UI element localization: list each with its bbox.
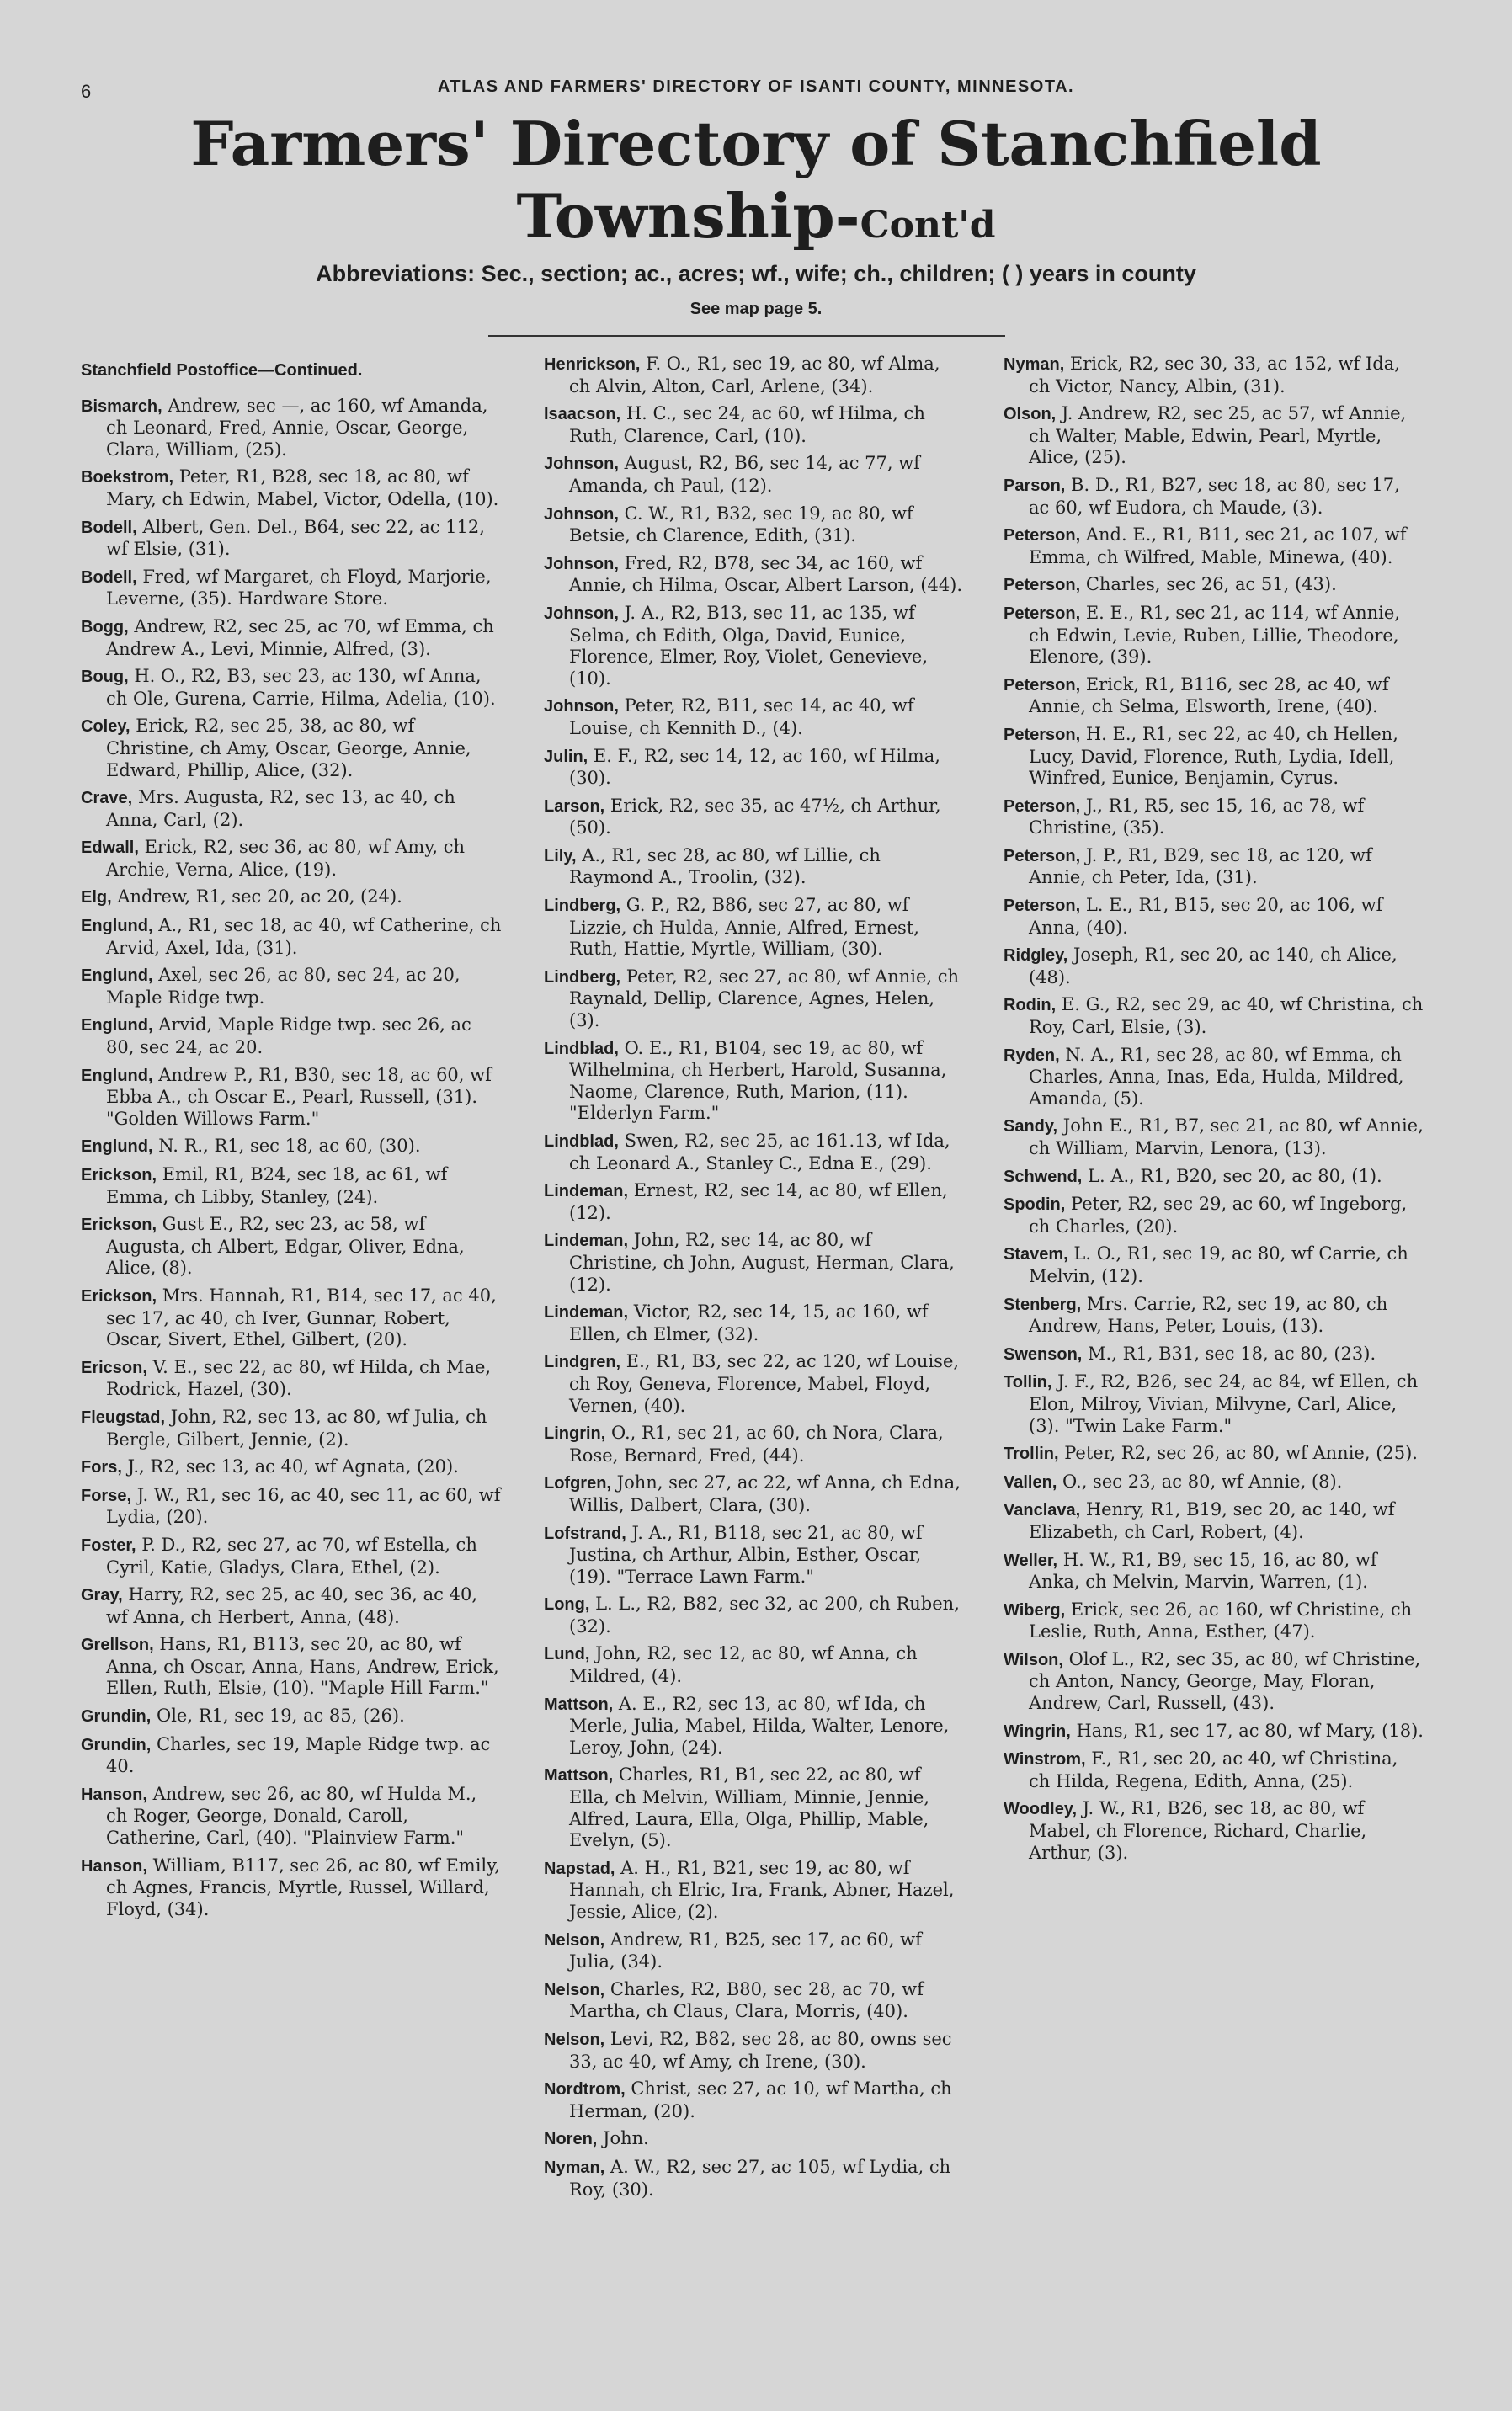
directory-entry xyxy=(1004,1798,1424,1864)
entry-details: O., sec 23, ac 80, wf Annie, (8). xyxy=(1057,1471,1343,1492)
entry-surname: Stenberg, xyxy=(1004,1295,1082,1314)
header-rule xyxy=(488,335,1005,337)
entry-surname: Johnson, xyxy=(544,554,619,573)
entry-details: Olof L., R2, sec 35, ac 80, wf Christine, ch Anton, Nancy, George, May, Floran, Andrew, Carl, Russell, (43). xyxy=(1029,1648,1421,1714)
directory-entry xyxy=(81,1407,502,1450)
entry-surname: Johnson, xyxy=(544,604,619,623)
directory-entry xyxy=(1004,796,1424,839)
directory-entry xyxy=(1004,1472,1424,1494)
entry-details: Andrew, sec —, ac 160, wf Amanda, ch Leonard, Fred, Annie, Oscar, George, Clara, William, (25). xyxy=(106,395,488,460)
directory-entry xyxy=(1004,524,1424,568)
entry-details: Peter, R1, B28, sec 18, ac 80, wf Mary, ch Edwin, Mabel, Victor, Odella, (10). xyxy=(106,466,499,509)
entry-details: Ernest, R2, sec 14, ac 80, wf Ellen, (12). xyxy=(569,1180,948,1223)
entry-surname: Sandy, xyxy=(1004,1117,1058,1136)
entry-details: N. R., R1, sec 18, ac 60, (30). xyxy=(152,1136,421,1157)
entry-surname: Johnson, xyxy=(544,504,619,524)
entry-surname: Woodley, xyxy=(1004,1800,1078,1819)
entry-details: Levi, R2, B82, sec 28, ac 80, owns sec 33, ac 40, wf Amy, ch Irene, (30). xyxy=(569,2028,952,2072)
entry-surname: Fors, xyxy=(81,1458,122,1477)
directory-entry xyxy=(81,1065,502,1131)
entry-surname: Grundin, xyxy=(81,1735,152,1754)
entry-details: Andrew P., R1, B30, sec 18, ac 60, wf Ebba A., ch Oscar E., Pearl, Russell, (31). "Golden Willows Farm." xyxy=(106,1064,492,1129)
entry-details: A. W., R2, sec 27, ac 105, wf Lydia, ch Roy, (30). xyxy=(569,2156,951,2200)
directory-entry xyxy=(544,1472,965,1516)
entry-details: J. A., R1, B118, sec 21, ac 80, wf Justina, ch Arthur, Albin, Esther, Oscar, (19). "Terrace Lawn Farm." xyxy=(569,1522,923,1587)
running-head: ATLAS AND FARMERS' DIRECTORY OF ISANTI COUNTY, MINNESOTA. xyxy=(437,77,1075,96)
directory-entry xyxy=(1004,1045,1424,1110)
entry-surname: Lindblad, xyxy=(544,1132,619,1151)
entry-details: Axel, sec 26, ac 80, sec 24, ac 20, Maple Ridge twp. xyxy=(106,965,461,1008)
entry-details: L. E., R1, B15, sec 20, ac 106, wf Anna, (40). xyxy=(1029,895,1383,938)
entry-details: John, sec 27, ac 22, wf Anna, ch Edna, Willis, Dalbert, Clara, (30). xyxy=(569,1472,961,1515)
directory-entry xyxy=(544,746,965,790)
directory-entry xyxy=(544,603,965,689)
entry-details: Albert, Gen. Del., B64, sec 22, ac 112, wf Elsie, (31). xyxy=(106,516,485,560)
directory-entry xyxy=(1004,403,1424,469)
entry-details: L. L., R2, B82, sec 32, ac 200, ch Ruben, (32). xyxy=(569,1594,960,1637)
entry-surname: Lofstrand, xyxy=(544,1524,626,1543)
entry-surname: Boekstrom, xyxy=(81,468,174,487)
directory-entry xyxy=(544,1643,965,1687)
entry-surname: Englund, xyxy=(81,966,153,986)
directory-entry xyxy=(81,616,502,660)
entry-surname: Parson, xyxy=(1004,476,1066,495)
directory-entry xyxy=(544,453,965,497)
directory-entry xyxy=(81,1855,502,1921)
entry-surname: Wiberg, xyxy=(1004,1600,1066,1620)
entry-details: M., R1, B31, sec 18, ac 80, (23). xyxy=(1082,1343,1376,1364)
entry-details: John, R2, sec 13, ac 80, wf Julia, ch Bergle, Gilbert, Jennie, (2). xyxy=(106,1406,487,1450)
entry-details: H. W., R1, B9, sec 15, 16, ac 80, wf Anka, ch Melvin, Marvin, Warren, (1). xyxy=(1029,1549,1377,1593)
directory-entry xyxy=(81,1734,502,1778)
entry-details: A. H., R1, B21, sec 19, ac 80, wf Hannah, ch Elric, Ira, Frank, Abner, Hazel, Jessie, Alice, (2). xyxy=(569,1857,955,1922)
directory-entry xyxy=(1004,845,1424,889)
entry-details: E. F., R2, sec 14, 12, ac 160, wf Hilma, (30). xyxy=(569,745,940,789)
entry-surname: Mattson, xyxy=(544,1766,614,1786)
directory-entry xyxy=(544,1764,965,1851)
entry-details: Erick, R1, B116, sec 28, ac 40, wf Annie, ch Selma, Elsworth, Irene, (40). xyxy=(1029,673,1389,717)
entry-surname: Winstrom, xyxy=(1004,1750,1086,1770)
directory-entry xyxy=(1004,1748,1424,1792)
entry-details: Charles, sec 19, Maple Ridge twp. ac 40. xyxy=(106,1733,491,1777)
entry-details: H. C., sec 24, ac 60, wf Hilma, ch Ruth, Clarence, Carl, (10). xyxy=(569,403,925,446)
entry-surname: Englund, xyxy=(81,1066,153,1085)
entry-details: J. Andrew, R2, sec 25, ac 57, wf Annie, ch Walter, Mable, Edwin, Pearl, Myrtle, Alice, (25). xyxy=(1029,403,1407,468)
entry-surname: Peterson, xyxy=(1004,576,1081,595)
directory-entry xyxy=(1004,1721,1424,1743)
entry-surname: Peterson, xyxy=(1004,526,1081,546)
entry-details: Hans, R1, B113, sec 20, ac 80, wf Anna, ch Oscar, Anna, Hans, Andrew, Erick, Ellen, Ruth, Elsie, (10). "Maple Hill Farm." xyxy=(106,1634,499,1699)
entry-surname: Edwall, xyxy=(81,838,139,858)
entry-surname: Nyman, xyxy=(544,2158,605,2177)
entry-details: Erick, sec 26, ac 160, wf Christine, ch Leslie, Ruth, Anna, Esther, (47). xyxy=(1029,1599,1413,1642)
directory-entry xyxy=(544,796,965,839)
entry-surname: Hanson, xyxy=(81,1785,147,1804)
entry-surname: Schwend, xyxy=(1004,1167,1083,1186)
entry-details: J. F., R2, B26, sec 24, ac 84, wf Ellen, ch Elon, Milroy, Vivian, Milvyne, Carl, Alice, (3). "Twin Lake Farm." xyxy=(1029,1371,1419,1436)
entry-details: Fred, wf Margaret, ch Floyd, Marjorie, Leverne, (35). Hardware Store. xyxy=(106,566,492,609)
directory-entry xyxy=(544,1131,965,1174)
entry-details: O., R1, sec 21, ac 60, ch Nora, Clara, Rose, Bernard, Fred, (44). xyxy=(569,1423,944,1466)
entry-details: B. D., R1, B27, sec 18, ac 80, sec 17, ac 60, wf Eudora, ch Maude, (3). xyxy=(1029,474,1400,518)
postoffice-heading: Stanchfield Postoffice—Continued. xyxy=(81,361,363,380)
entry-details: Mrs. Hannah, R1, B14, sec 17, ac 40, sec 17, ac 40, ch Iver, Gunnar, Robert, Oscar, Sivert, Ethel, Gilbert, (20). xyxy=(106,1285,497,1350)
entry-surname: Bodell, xyxy=(81,567,137,587)
directory-entry xyxy=(81,787,502,831)
entry-details: G. P., R2, B86, sec 27, ac 80, wf Lizzie, ch Hulda, Annie, Alfred, Ernest, Ruth, Hattie, Myrtle, William, (30). xyxy=(569,895,919,960)
directory-entry xyxy=(81,1634,502,1700)
entry-surname: Fleugstad, xyxy=(81,1408,166,1427)
entry-details: J. W., R1, B26, sec 18, ac 80, wf Mabel, ch Florence, Richard, Charlie, Arthur, (3). xyxy=(1029,1798,1367,1863)
entry-surname: Lofgren, xyxy=(544,1474,611,1493)
entry-surname: Nelson, xyxy=(544,1930,605,1950)
entry-surname: Rodin, xyxy=(1004,996,1057,1015)
directory-entry xyxy=(544,1423,965,1466)
entry-details: E. E., R1, sec 21, ac 114, wf Annie, ch Edwin, Levie, Ruben, Lillie, Theodore, Elenore, (39). xyxy=(1029,602,1400,668)
entry-surname: Ryden, xyxy=(1004,1046,1060,1065)
directory-entry xyxy=(544,1694,965,1759)
entry-details: Fred, R2, B78, sec 34, ac 160, wf Annie, ch Hilma, Oscar, Albert Larson, (44). xyxy=(569,552,963,596)
entry-details: E. G., R2, sec 29, ac 40, wf Christina, ch Roy, Carl, Elsie, (3). xyxy=(1029,994,1424,1038)
entry-surname: Swenson, xyxy=(1004,1344,1083,1364)
entry-details: William, B117, sec 26, ac 80, wf Emily, ch Agnes, Francis, Myrtle, Russel, Willard, Floyd, (34). xyxy=(106,1855,500,1919)
entry-surname: Peterson, xyxy=(1004,846,1081,865)
directory-entry xyxy=(544,553,965,597)
directory-entry xyxy=(81,837,502,881)
entry-details: August, R2, B6, sec 14, ac 77, wf Amanda, ch Paul, (12). xyxy=(569,453,920,496)
entry-surname: Nyman, xyxy=(1004,355,1065,374)
directory-entry xyxy=(1004,1371,1424,1437)
entry-details: Erick, R2, sec 36, ac 80, wf Amy, ch Archie, Verna, Alice, (19). xyxy=(106,837,465,880)
entry-details: A. E., R2, sec 13, ac 80, wf Ida, ch Merle, Julia, Mabel, Hilda, Walter, Lenore, Leroy, John, (24). xyxy=(569,1693,950,1758)
entry-surname: Forse, xyxy=(81,1486,132,1505)
entry-surname: Trollin, xyxy=(1004,1445,1059,1464)
entry-details: O. E., R1, B104, sec 19, ac 80, wf Wilhelmina, ch Herbert, Harold, Susanna, Naome, Clarence, Ruth, Marion, (11). "Elderlyn Farm." xyxy=(569,1037,947,1124)
entry-details: H. O., R2, B3, sec 23, ac 130, wf Anna, ch Ole, Gurena, Carrie, Hilma, Adelia, (10). xyxy=(106,666,496,709)
entry-surname: Peterson, xyxy=(1004,897,1081,916)
entry-details: Andrew, R2, sec 25, ac 70, wf Emma, ch Andrew A., Levi, Minnie, Alfred, (3). xyxy=(106,615,494,659)
directory-entry xyxy=(1004,1599,1424,1643)
entry-details: L. A., R1, B20, sec 20, ac 80, (1). xyxy=(1082,1165,1382,1186)
directory-entry xyxy=(544,403,965,447)
entry-details: And. E., R1, B11, sec 21, ac 107, wf Emma, ch Wilfred, Mable, Minewa, (40). xyxy=(1029,524,1407,567)
entry-details: F., R1, sec 20, ac 40, wf Christina, ch Hilda, Regena, Edith, Anna, (25). xyxy=(1029,1748,1398,1791)
directory-entry xyxy=(544,2078,965,2122)
entry-surname: Wingrin, xyxy=(1004,1722,1071,1741)
directory-entry xyxy=(544,1594,965,1637)
entry-details: Emil, R1, B24, sec 18, ac 61, wf Emma, ch Libby, Stanley, (24). xyxy=(106,1164,448,1207)
entry-surname: Foster, xyxy=(81,1535,136,1555)
entry-details: Henry, R1, B19, sec 20, ac 140, wf Elizabeth, ch Carl, Robert, (4). xyxy=(1029,1499,1395,1542)
entry-details: Erick, R2, sec 30, 33, ac 152, wf Ida, ch Victor, Nancy, Albin, (31). xyxy=(1029,354,1400,397)
entry-surname: Weller, xyxy=(1004,1551,1058,1570)
directory-column-2 xyxy=(544,354,965,2374)
entry-surname: Elg, xyxy=(81,888,112,907)
entry-surname: Tollin, xyxy=(1004,1373,1052,1392)
entry-details: Mrs. Augusta, R2, sec 13, ac 40, ch Anna, Carl, (2). xyxy=(106,787,455,830)
entry-surname: Long, xyxy=(544,1595,590,1615)
entry-details: Swen, R2, sec 25, ac 161.13, wf Ida, ch Leonard A., Stanley C., Edna E., (29). xyxy=(569,1131,950,1174)
directory-entry xyxy=(544,1180,965,1224)
entry-surname: Johnson, xyxy=(544,455,619,474)
abbreviations-line: Abbreviations: Sec., section; ac., acres; wf., wife; ch., children; ( ) years in county xyxy=(316,261,1196,286)
directory-entry xyxy=(544,2128,965,2151)
entry-surname: Peterson, xyxy=(1004,725,1081,744)
entry-details: Gust E., R2, sec 23, ac 58, wf Augusta, ch Albert, Edgar, Oliver, Edna, Alice, (8). xyxy=(106,1214,465,1279)
directory-entry xyxy=(81,567,502,610)
entry-surname: Erickson, xyxy=(81,1286,157,1306)
directory-entry xyxy=(544,845,965,889)
entry-details: Peter, R2, B11, sec 14, ac 40, wf Louise, ch Kennith D., (4). xyxy=(569,695,914,738)
entry-surname: Nelson, xyxy=(544,2030,605,2049)
entry-surname: Johnson, xyxy=(544,697,619,716)
entry-surname: Lindeman, xyxy=(544,1232,629,1251)
entry-details: Andrew, R1, sec 20, ac 20, (24). xyxy=(111,886,402,907)
directory-entry xyxy=(1004,1115,1424,1159)
entry-surname: Olson, xyxy=(1004,405,1057,424)
entry-surname: Wilson, xyxy=(1004,1650,1063,1669)
directory-column-3 xyxy=(1004,354,1424,2374)
entry-surname: Bismarch, xyxy=(81,397,162,416)
directory-entry xyxy=(81,716,502,781)
directory-entry xyxy=(1004,945,1424,988)
directory-entry xyxy=(81,1584,502,1628)
see-map-note: See map page 5. xyxy=(689,300,823,318)
entry-surname: Englund, xyxy=(81,1016,153,1035)
directory-entry xyxy=(81,1706,502,1728)
entry-surname: Lindeman, xyxy=(544,1182,629,1201)
entry-surname: Mattson, xyxy=(544,1695,614,1714)
directory-entry xyxy=(81,1485,502,1529)
entry-details: Charles, R2, B80, sec 28, ac 70, wf Martha, ch Claus, Clara, Morris, (40). xyxy=(569,1978,924,2022)
title-contd: Cont'd xyxy=(860,204,996,247)
directory-entry xyxy=(544,1979,965,2023)
entry-details: A., R1, sec 18, ac 40, wf Catherine, ch Arvid, Axel, Ida, (31). xyxy=(106,915,502,958)
entry-details: John. xyxy=(597,2128,649,2149)
entry-surname: Isaacson, xyxy=(544,405,621,424)
entry-details: Peter, R2, sec 26, ac 80, wf Annie, (25). xyxy=(1058,1443,1418,1464)
entry-surname: Ridgley, xyxy=(1004,946,1068,966)
entry-details: Hans, R1, sec 17, ac 80, wf Mary, (18). xyxy=(1070,1720,1424,1741)
entry-surname: Lingrin, xyxy=(544,1424,606,1444)
entry-details: Victor, R2, sec 14, 15, ac 160, wf Ellen, ch Elmer, (32). xyxy=(569,1301,929,1344)
directory-entry xyxy=(1004,1443,1424,1466)
directory-column-1 xyxy=(81,354,502,2374)
entry-details: Harry, R2, sec 25, ac 40, sec 36, ac 40, wf Anna, ch Herbert, Anna, (48). xyxy=(106,1584,478,1627)
directory-entry xyxy=(81,1784,502,1849)
entry-surname: Napstad, xyxy=(544,1859,615,1878)
directory-entry xyxy=(81,886,502,909)
entry-surname: Hanson, xyxy=(81,1856,147,1876)
entry-surname: Ericson, xyxy=(81,1358,147,1377)
directory-entry xyxy=(81,1285,502,1351)
directory-entry xyxy=(1004,1166,1424,1189)
entry-surname: Grellson, xyxy=(81,1636,154,1655)
page-title-line-1: Farmers' Directory of Stanchfield xyxy=(190,108,1322,179)
directory-entry xyxy=(81,517,502,561)
directory-entry xyxy=(1004,1550,1424,1594)
entry-details: Erick, R2, sec 25, 38, ac 80, wf Christine, ch Amy, Oscar, George, Annie, Edward, Phillip, Alice, (32). xyxy=(106,716,471,780)
directory-entry xyxy=(544,1301,965,1345)
directory-entry xyxy=(81,396,502,461)
entry-details: Andrew, sec 26, ac 80, wf Hulda M., ch Roger, George, Donald, Caroll, Catherine, Carl, (40). "Plainview Farm." xyxy=(106,1783,477,1849)
entry-details: H. E., R1, sec 22, ac 40, ch Hellen, Lucy, David, Florence, Ruth, Lydia, Idell, Winfred, Eunice, Benjamin, Cyrus. xyxy=(1029,723,1398,789)
entry-surname: Peterson, xyxy=(1004,675,1081,695)
entry-details: Peter, R2, sec 27, ac 80, wf Annie, ch Raynald, Dellip, Clarence, Agnes, Helen, (3). xyxy=(569,966,960,1031)
directory-entry xyxy=(81,1136,502,1158)
entry-surname: Peterson, xyxy=(1004,796,1081,816)
entry-surname: Nelson, xyxy=(544,1980,605,1999)
directory-entry xyxy=(544,354,965,397)
entry-surname: Lindberg, xyxy=(544,897,621,916)
entry-surname: Bodell, xyxy=(81,518,137,537)
entry-surname: Englund, xyxy=(81,917,153,936)
entry-details: John E., R1, B7, sec 21, ac 80, wf Annie, ch William, Marvin, Lenora, (13). xyxy=(1029,1115,1424,1158)
entry-surname: Grundin, xyxy=(81,1707,152,1727)
entry-surname: Lund, xyxy=(544,1645,590,1664)
entry-surname: Vanclava, xyxy=(1004,1501,1081,1520)
entry-surname: Englund, xyxy=(81,1137,153,1157)
entry-surname: Lindblad, xyxy=(544,1039,619,1058)
title-township: Township- xyxy=(516,180,860,252)
entry-details: N. A., R1, sec 28, ac 80, wf Emma, ch Charles, Anna, Inas, Eda, Hulda, Mildred, Amanda, (5). xyxy=(1029,1044,1404,1109)
entry-surname: Lindgren, xyxy=(544,1353,621,1372)
directory-entry xyxy=(81,666,502,710)
entry-details: J. P., R1, B29, sec 18, ac 120, wf Annie, ch Peter, Ida, (31). xyxy=(1029,844,1372,888)
entry-surname: Spodin, xyxy=(1004,1195,1066,1215)
directory-entry xyxy=(81,1014,502,1058)
directory-entry xyxy=(544,503,965,547)
directory-entry xyxy=(81,1214,502,1280)
directory-entry xyxy=(544,966,965,1032)
directory-entry xyxy=(544,1351,965,1417)
entry-details: Joseph, R1, sec 20, ac 140, ch Alice, (48). xyxy=(1029,945,1398,987)
entry-details: V. E., sec 22, ac 80, wf Hilda, ch Mae, Rodrick, Hazel, (30). xyxy=(106,1356,492,1400)
entry-surname: Lindberg, xyxy=(544,967,621,987)
entry-details: John, R2, sec 14, ac 80, wf Christine, ch John, August, Herman, Clara, (12). xyxy=(569,1230,955,1295)
entry-surname: Coley, xyxy=(81,717,130,737)
directory-entry xyxy=(1004,895,1424,939)
entry-details: P. D., R2, sec 27, ac 70, wf Estella, ch Cyril, Katie, Gladys, Clara, Ethel, (2). xyxy=(106,1534,477,1578)
entry-surname: Henrickson, xyxy=(544,355,641,374)
entry-details: F. O., R1, sec 19, ac 80, wf Alma, ch Alvin, Alton, Carl, Arlene, (34). xyxy=(569,354,940,397)
entry-details: C. W., R1, B32, sec 19, ac 80, wf Betsie, ch Clarence, Edith, (31). xyxy=(569,503,913,546)
directory-entry xyxy=(1004,475,1424,519)
page-title-line-2 xyxy=(0,178,1512,263)
entry-details: A., R1, sec 28, ac 80, wf Lillie, ch Raymond A., Troolin, (32). xyxy=(569,844,881,888)
entry-details: John, R2, sec 12, ac 80, wf Anna, ch Mildred, (4). xyxy=(569,1643,918,1687)
directory-entry xyxy=(81,466,502,510)
entry-surname: Lindeman, xyxy=(544,1303,629,1323)
entry-surname: Noren, xyxy=(544,2130,598,2149)
entry-details: Charles, sec 26, ac 51, (43). xyxy=(1080,574,1337,595)
directory-entry xyxy=(1004,1243,1424,1287)
entry-surname: Stavem, xyxy=(1004,1245,1068,1264)
entry-details: E., R1, B3, sec 22, ac 120, wf Louise, ch Roy, Geneva, Florence, Mabel, Floyd, Vernen, (40). xyxy=(569,1351,960,1416)
entry-surname: Boug, xyxy=(81,668,129,687)
entry-details: Peter, R2, sec 29, ac 60, wf Ingeborg, ch Charles, (20). xyxy=(1029,1194,1408,1237)
entry-details: Erick, R2, sec 35, ac 47½, ch Arthur, (50). xyxy=(569,795,941,838)
entry-surname: Vallen, xyxy=(1004,1472,1057,1492)
directory-entry xyxy=(544,2029,965,2073)
directory-entry xyxy=(1004,1194,1424,1237)
directory-entry xyxy=(1004,994,1424,1038)
directory-entry xyxy=(544,1929,965,1973)
directory-entry xyxy=(81,915,502,959)
directory-entry xyxy=(81,1456,502,1479)
directory-entry xyxy=(544,1858,965,1924)
directory-entry xyxy=(81,1535,502,1578)
entry-details: J. W., R1, sec 16, ac 40, sec 11, ac 60, wf Lydia, (20). xyxy=(106,1484,501,1528)
entry-surname: Erickson, xyxy=(81,1216,157,1235)
entry-details: J., R2, sec 13, ac 40, wf Agnata, (20). xyxy=(121,1456,459,1477)
entry-surname: Erickson, xyxy=(81,1166,157,1184)
entry-surname: Julin, xyxy=(544,747,588,766)
page-number: 6 xyxy=(81,81,92,102)
directory-entry xyxy=(1004,1294,1424,1338)
entry-details: Christ, sec 27, ac 10, wf Martha, ch Herman, (20). xyxy=(569,2078,952,2121)
directory-entry xyxy=(1004,574,1424,597)
directory-entry xyxy=(544,1523,965,1589)
entry-surname: Peterson, xyxy=(1004,604,1081,623)
directory-entry xyxy=(1004,724,1424,790)
entry-details: Mrs. Carrie, R2, sec 19, ac 80, ch Andrew, Hans, Peter, Louis, (13). xyxy=(1029,1293,1388,1337)
entry-surname: Bogg, xyxy=(81,617,129,636)
entry-surname: Lily, xyxy=(544,846,577,865)
directory-entry xyxy=(1004,674,1424,718)
directory-entry xyxy=(1004,354,1424,397)
directory-entry xyxy=(544,1038,965,1125)
entry-details: J. A., R2, B13, sec 11, ac 135, wf Selma, ch Edith, Olga, David, Eunice, Florence, Elmer, Roy, Violet, Genevieve, (10). xyxy=(569,602,929,689)
entry-surname: Nordtrom, xyxy=(544,2080,626,2100)
entry-details: Arvid, Maple Ridge twp. sec 26, ac 80, sec 24, ac 20. xyxy=(106,1014,471,1058)
directory-entry xyxy=(81,1357,502,1401)
entry-details: Charles, R1, B1, sec 22, ac 80, wf Ella, ch Melvin, William, Minnie, Jennie, Alfred, Laura, Ella, Olga, Phillip, Mable, Evelyn, (5). xyxy=(569,1764,930,1851)
directory-entry xyxy=(1004,1649,1424,1715)
entry-surname: Larson, xyxy=(544,796,605,816)
directory-entry xyxy=(544,2157,965,2201)
column-1-entries xyxy=(81,396,502,1921)
directory-entry xyxy=(1004,603,1424,668)
directory-entry xyxy=(81,965,502,1009)
entry-details: L. O., R1, sec 19, ac 80, wf Carrie, ch Melvin, (12). xyxy=(1029,1243,1408,1286)
entry-details: Andrew, R1, B25, sec 17, ac 60, wf Julia, (34). xyxy=(569,1929,922,1972)
entry-surname: Crave, xyxy=(81,789,133,808)
column-3-entries xyxy=(1004,354,1424,1864)
entry-surname: Gray, xyxy=(81,1586,123,1605)
directory-entry xyxy=(1004,1499,1424,1543)
directory-entry xyxy=(544,895,965,961)
column-2-entries xyxy=(544,354,965,2201)
directory-entry xyxy=(81,1164,502,1208)
entry-details: Ole, R1, sec 19, ac 85, (26). xyxy=(151,1706,405,1727)
directory-entry xyxy=(1004,1344,1424,1366)
entry-details: J., R1, R5, sec 15, 16, ac 78, wf Christine, (35). xyxy=(1029,795,1365,838)
directory-entry xyxy=(544,1230,965,1296)
directory-entry xyxy=(544,695,965,739)
